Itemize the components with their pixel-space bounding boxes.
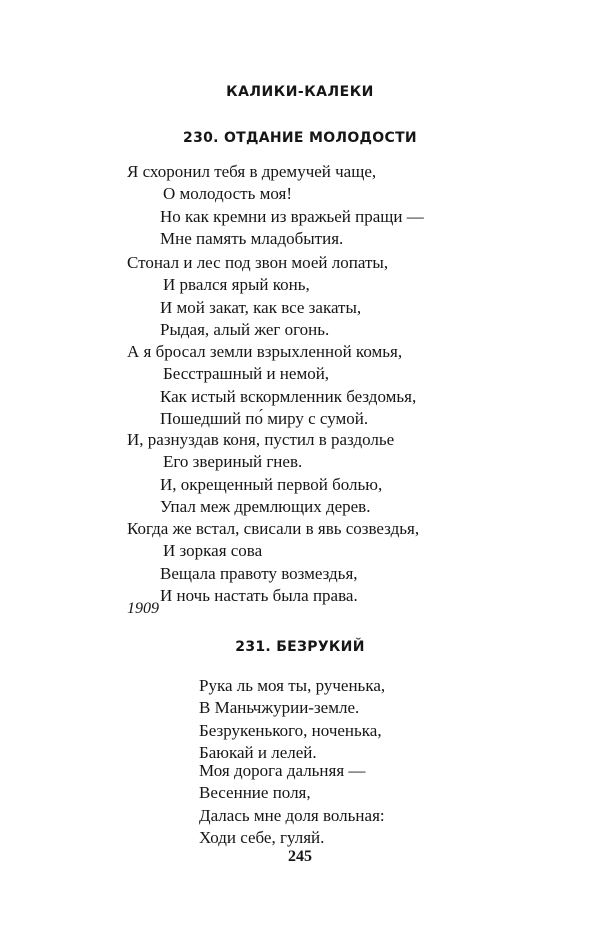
verse-line: О молодость моя! (163, 184, 293, 204)
poem-title: 230. ОТДАНИЕ МОЛОДОСТИ (183, 130, 417, 146)
verse-line: Рука ль моя ты, рученька, (199, 676, 386, 695)
verse-line: Его звериный гнев. (163, 452, 303, 472)
verse-line: Когда же встал, свисали в явь созвездья, (127, 519, 420, 538)
stanza (127, 429, 394, 519)
verse-line: Весенние поля, (199, 783, 311, 803)
verse-line: Стонал и лес под звон моей лопаты, (127, 253, 389, 272)
verse-line: И мой закат, как все закаты, (160, 297, 362, 317)
verse-line: Упал меж дремлющих дерев. (160, 497, 371, 517)
verse-line: И зоркая сова (163, 541, 263, 561)
section-title: КАЛИКИ-КАЛЕКИ (226, 84, 374, 100)
page-number: 245 (288, 848, 312, 865)
verse-line: Баюкай и лелей. (199, 743, 317, 763)
verse-line: Пошедший по́ миру с сумой. (160, 409, 369, 429)
poem-title: 231. БЕЗРУКИЙ (235, 639, 365, 655)
verse-line: Вещала правоту возмездья, (160, 563, 358, 583)
verse-line: Рыдая, алый жег огонь. (160, 320, 330, 340)
verse-line: И ночь настать была права. (160, 586, 358, 606)
poem-date: 1909 (127, 600, 159, 617)
verse-line: Мне память младобытия. (160, 229, 344, 249)
verse-line: А я бросал земли взрыхленной комья, (127, 342, 403, 361)
verse-line: И рвался ярый конь, (163, 275, 310, 295)
stanza (199, 675, 385, 765)
stanza (127, 518, 419, 608)
verse-line: Безрукенького, ноченька, (199, 720, 382, 740)
stanza (127, 252, 388, 342)
verse-line: Далась мне доля вольная: (199, 805, 385, 825)
verse-line: Но как кремни из вражьей пращи — (160, 206, 424, 226)
stanza (199, 760, 385, 850)
verse-line: Бесстрашный и немой, (163, 364, 330, 384)
verse-line: И, разнуздав коня, пустил в раздолье (127, 430, 395, 449)
verse-line: Как истый вскормленник бездомья, (160, 386, 417, 406)
verse-line: Ходи себе, гуляй. (199, 828, 325, 848)
stanza (127, 341, 416, 431)
verse-line: В Маньчжурии-земле. (199, 698, 360, 718)
verse-line: И, окрещенный первой болью, (160, 474, 383, 494)
verse-line: Я схоронил тебя в дремучей чаще, (127, 162, 377, 181)
stanza (127, 161, 424, 251)
verse-line: Моя дорога дальняя — (199, 761, 366, 780)
